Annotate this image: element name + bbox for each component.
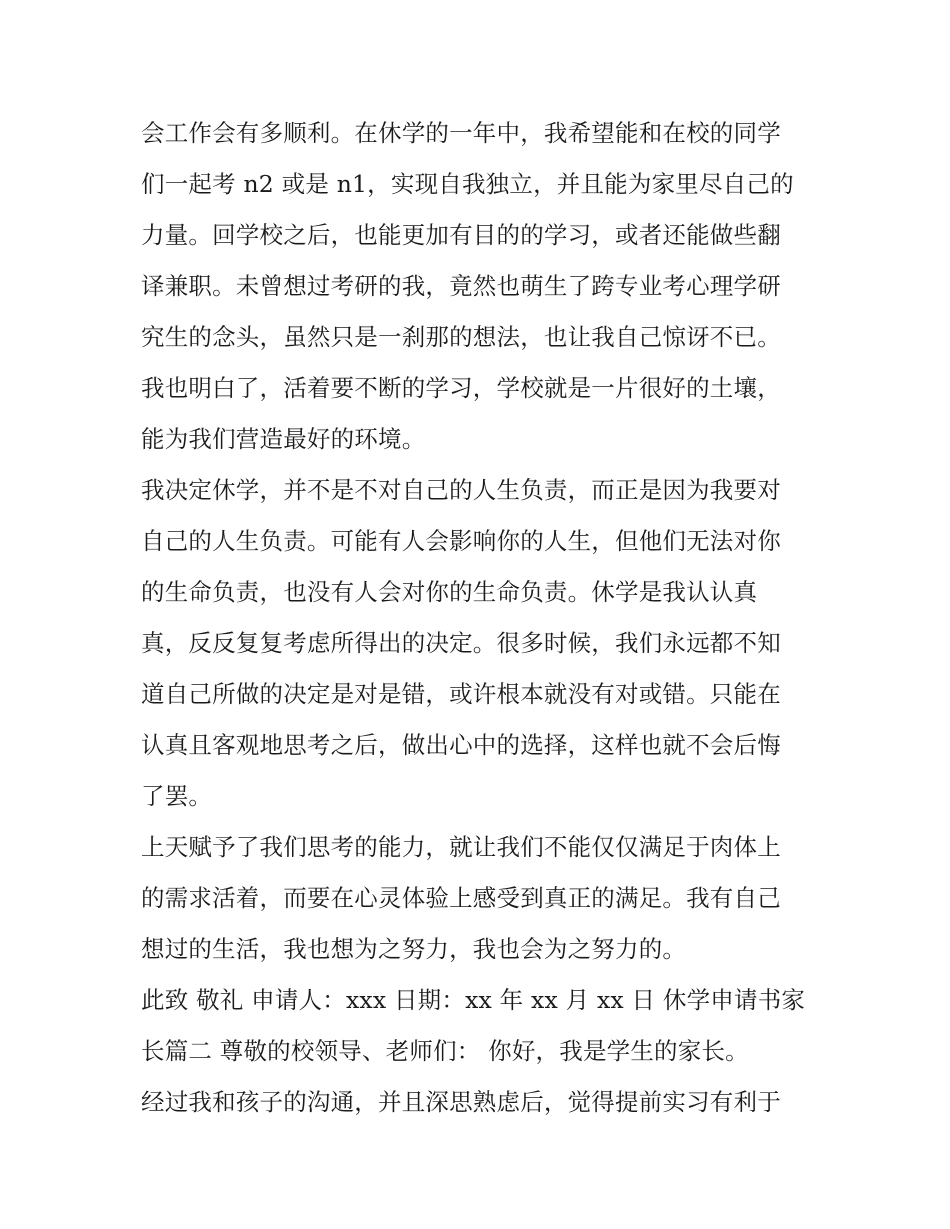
text-line: 想过的生活，我也想为之努力，我也会为之努力的。 bbox=[141, 935, 687, 963]
text-line: 我决定休学，并不是不对自己的人生负责，而正是因为我要对 bbox=[141, 476, 781, 504]
text-line: 上天赋予了我们思考的能力，就让我们不能仅仅满足于肉体上 bbox=[141, 833, 781, 861]
text-line: 的需求活着，而要在心灵体验上感受到真正的满足。我有自己 bbox=[141, 884, 781, 912]
text-line: 长篇二 尊敬的校领导、老师们： 你好，我是学生的家长。 bbox=[141, 1037, 749, 1065]
text-line: 认真且客观地思考之后，做出心中的选择，这样也就不会后悔 bbox=[141, 731, 781, 759]
text-line: 译兼职。未曾想过考研的我，竟然也萌生了跨专业考心理学研 bbox=[141, 272, 781, 300]
text-line: 我也明白了，活着要不断的学习，学校就是一片很好的土壤， bbox=[141, 374, 781, 402]
text-line: 此致 敬礼 申请人：xxx 日期：xx 年 xx 月 xx 日 休学申请书家 bbox=[141, 986, 806, 1014]
text-line: 经过我和孩子的沟通，并且深思熟虑后，觉得提前实习有利于 bbox=[141, 1088, 781, 1116]
text-line: 自己的人生负责。可能有人会影响你的人生，但他们无法对你 bbox=[141, 527, 781, 555]
text-line: 会工作会有多顺利。在休学的一年中，我希望能和在校的同学 bbox=[141, 119, 781, 147]
text-line: 能为我们营造最好的环境。 bbox=[141, 425, 426, 453]
text-line: 力量。回学校之后，也能更加有目的的学习，或者还能做些翻 bbox=[141, 221, 781, 249]
text-line: 了罢。 bbox=[141, 782, 213, 810]
body-text bbox=[141, 108, 821, 1128]
text-line: 究生的念头，虽然只是一刹那的想法，也让我自己惊讶不已。 bbox=[141, 323, 781, 351]
text-line: 真，反反复复考虑所得出的决定。很多时候，我们永远都不知 bbox=[141, 629, 781, 657]
text-line: 的生命负责，也没有人会对你的生命负责。休学是我认认真 bbox=[141, 578, 758, 606]
text-line: 们一起考 n2 或是 n1，实现自我独立，并且能为家里尽自己的 bbox=[141, 170, 794, 198]
text-line: 道自己所做的决定是对是错，或许根本就没有对或错。只能在 bbox=[141, 680, 781, 708]
